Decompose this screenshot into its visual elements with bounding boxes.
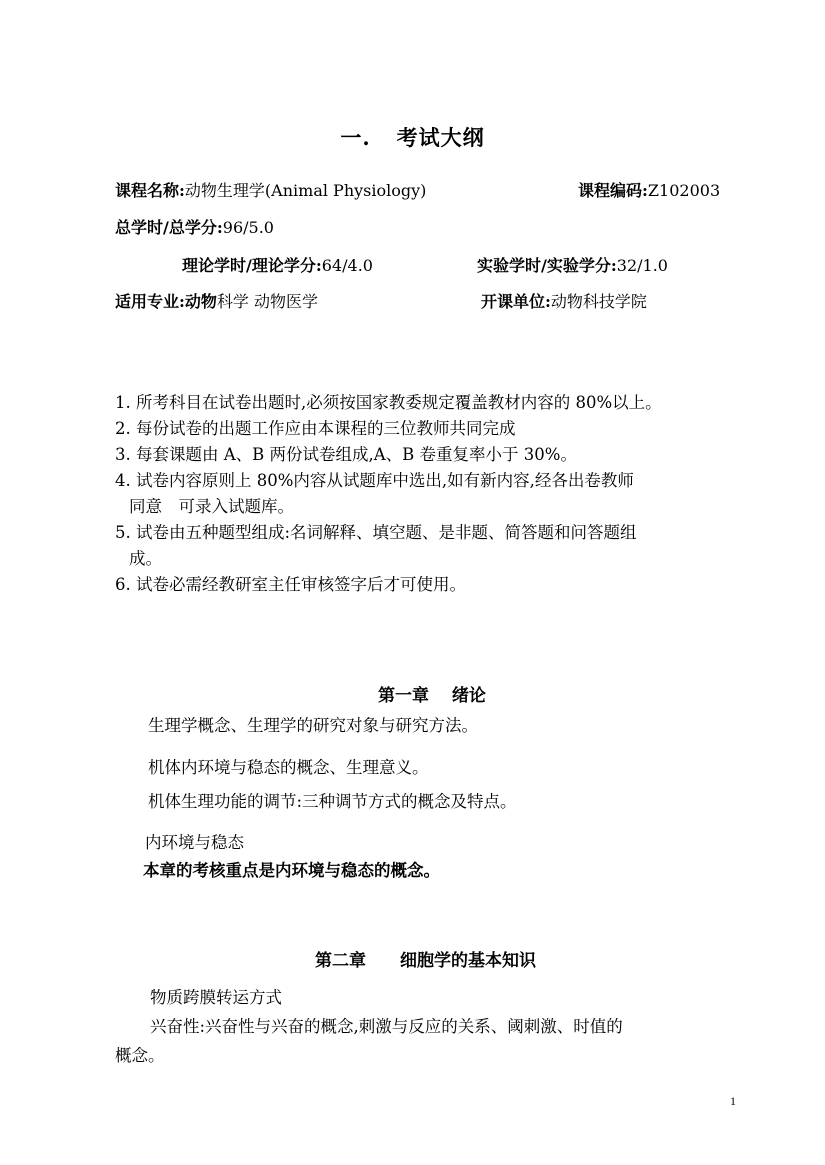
chapter-1-item: 机体内环境与稳态的概念、生理意义。 (148, 758, 429, 777)
course-name-label: 课程名称: (115, 181, 185, 200)
major-label: 适用专业:动物 (115, 292, 217, 311)
rules-list (115, 390, 740, 598)
chapter-1-item: 生理学概念、生理学的研究对象与研究方法。 (148, 716, 478, 735)
theory-value: 64/4.0 (321, 256, 373, 275)
list-item: 3. 每套课题由 A、B 两份试卷组成,A、B 卷重复率小于 30%。 (115, 445, 577, 464)
lab-hours (477, 256, 668, 276)
chapter-1-key-point: 本章的考核重点是内环境与稳态的概念。 (143, 861, 440, 880)
chapter-1-item: 机体生理功能的调节:三种调节方式的概念及特点。 (148, 792, 517, 811)
unit (481, 292, 647, 312)
theory-hours (182, 256, 373, 276)
chapter-2-item: 兴奋性:兴奋性与兴奋的概念,刺激与反应的关系、阈刺激、时值的 (150, 1017, 623, 1036)
chapter-2-item: 物质跨膜转运方式 (150, 988, 282, 1007)
total-hours (115, 218, 274, 238)
list-item: 5. 试卷由五种题型组成:名词解释、填空题、是非题、简答题和问答题组 成。 (115, 523, 637, 568)
course-name (115, 181, 426, 201)
title-number: 一. (340, 125, 371, 150)
list-item: 1. 所考科目在试卷出题时,必须按国家教委规定覆盖教材内容的 80%以上。 (115, 393, 662, 412)
course-code-label: 课程编码: (578, 181, 648, 200)
page-title (0, 122, 825, 152)
chapter-1-item: 内环境与稳态 (145, 833, 244, 852)
lab-value: 32/1.0 (616, 256, 668, 275)
chapter-2-item: 概念。 (115, 1046, 165, 1065)
unit-label: 开课单位: (481, 292, 551, 311)
total-hours-value: 96/5.0 (222, 218, 274, 237)
theory-label: 理论学时/理论学分: (182, 256, 322, 275)
page-number: 1 (730, 1094, 736, 1108)
lab-label: 实验学时/实验学分: (477, 256, 617, 275)
title-text: 考试大纲 (396, 125, 485, 150)
major (115, 292, 318, 312)
course-code (578, 181, 720, 201)
total-hours-label: 总学时/总学分: (115, 218, 223, 237)
list-item: 2. 每份试卷的出题工作应由本课程的三位教师共同完成 (115, 419, 516, 438)
list-item: 4. 试卷内容原则上 80%内容从试题库中选出,如有新内容,经各出卷教师 同意 可录入试题库。 (115, 471, 634, 516)
unit-value: 动物科技学院 (550, 292, 647, 311)
course-name-value: 动物生理学(Animal Physiology) (184, 181, 427, 200)
list-item: 6. 试卷必需经教研室主任审核签字后才可使用。 (115, 575, 466, 594)
course-code-value: Z102003 (647, 181, 721, 200)
chapter-2-title: 第二章 细胞学的基本知识 (315, 951, 536, 971)
major-value: 科学 动物医学 (216, 292, 319, 311)
chapter-1-title: 第一章 绪论 (378, 686, 486, 706)
